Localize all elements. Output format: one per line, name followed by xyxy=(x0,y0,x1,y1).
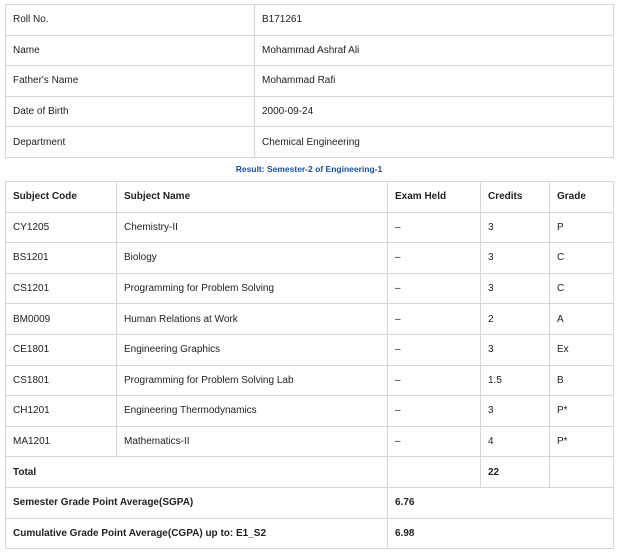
department-value: Chemical Engineering xyxy=(255,127,614,158)
cgpa-label: Cumulative Grade Point Average(CGPA) up to: E1_S2 xyxy=(6,518,388,549)
table-row xyxy=(6,212,614,243)
exam-held: – xyxy=(388,396,481,427)
credits: 3 xyxy=(481,334,550,365)
roll-number-label: Roll No. xyxy=(6,5,255,36)
table-row xyxy=(6,273,614,304)
table-row xyxy=(6,426,614,457)
subject-code: CS1801 xyxy=(6,365,117,396)
grade: C xyxy=(550,273,614,304)
sgpa-value: 6.76 xyxy=(388,487,614,518)
table-row xyxy=(6,396,614,427)
header-subject-code: Subject Code xyxy=(6,182,117,213)
subject-code: CE1801 xyxy=(6,334,117,365)
total-credits: 22 xyxy=(481,457,550,488)
credits: 3 xyxy=(481,243,550,274)
credits: 3 xyxy=(481,212,550,243)
subject-code: CS1201 xyxy=(6,273,117,304)
table-row xyxy=(6,365,614,396)
subject-code: BM0009 xyxy=(6,304,117,335)
credits: 2 xyxy=(481,304,550,335)
subject-name: Human Relations at Work xyxy=(117,304,388,335)
header-exam-held: Exam Held xyxy=(388,182,481,213)
total-grade-blank xyxy=(550,457,614,488)
total-label: Total xyxy=(6,457,388,488)
subject-code: CY1205 xyxy=(6,212,117,243)
subject-code: MA1201 xyxy=(6,426,117,457)
subject-name: Chemistry-II xyxy=(117,212,388,243)
department-row xyxy=(6,127,614,158)
subject-name: Engineering Graphics xyxy=(117,334,388,365)
father-name-value: Mohammad Rafi xyxy=(255,66,614,97)
father-name-label: Father's Name xyxy=(6,66,255,97)
credits: 3 xyxy=(481,273,550,304)
grade: P xyxy=(550,212,614,243)
exam-held: – xyxy=(388,212,481,243)
total-row xyxy=(6,457,614,488)
exam-held: – xyxy=(388,365,481,396)
name-row xyxy=(6,35,614,66)
name-label: Name xyxy=(6,35,255,66)
exam-held: – xyxy=(388,334,481,365)
exam-held: – xyxy=(388,426,481,457)
exam-held: – xyxy=(388,304,481,335)
credits: 3 xyxy=(481,396,550,427)
exam-held: – xyxy=(388,273,481,304)
sgpa-row xyxy=(6,487,614,518)
exam-held: – xyxy=(388,243,481,274)
grades-table xyxy=(5,181,614,549)
cgpa-row xyxy=(6,518,614,549)
subject-name: Programming for Problem Solving xyxy=(117,273,388,304)
roll-number-value: B171261 xyxy=(255,5,614,36)
subject-code: BS1201 xyxy=(6,243,117,274)
table-header-row xyxy=(6,182,614,213)
grade: Ex xyxy=(550,334,614,365)
subject-name: Mathematics-II xyxy=(117,426,388,457)
credits: 4 xyxy=(481,426,550,457)
header-grade: Grade xyxy=(550,182,614,213)
dob-label: Date of Birth xyxy=(6,96,255,127)
table-row xyxy=(6,304,614,335)
name-value: Mohammad Ashraf Ali xyxy=(255,35,614,66)
subject-code: CH1201 xyxy=(6,396,117,427)
subject-name: Engineering Thermodynamics xyxy=(117,396,388,427)
subject-name: Programming for Problem Solving Lab xyxy=(117,365,388,396)
sgpa-label: Semester Grade Point Average(SGPA) xyxy=(6,487,388,518)
roll-number-row xyxy=(6,5,614,36)
table-row xyxy=(6,334,614,365)
department-label: Department xyxy=(6,127,255,158)
dob-value: 2000-09-24 xyxy=(255,96,614,127)
grade: P* xyxy=(550,426,614,457)
header-credits: Credits xyxy=(481,182,550,213)
result-title: Result: Semester-2 of Engineering-1 xyxy=(235,164,383,174)
total-exam-blank xyxy=(388,457,481,488)
student-info-table xyxy=(5,4,614,158)
table-row xyxy=(6,243,614,274)
credits: 1.5 xyxy=(481,365,550,396)
father-name-row xyxy=(6,66,614,97)
dob-row xyxy=(6,96,614,127)
cgpa-value: 6.98 xyxy=(388,518,614,549)
grade: B xyxy=(550,365,614,396)
grade: C xyxy=(550,243,614,274)
grade: A xyxy=(550,304,614,335)
subject-name: Biology xyxy=(117,243,388,274)
grade: P* xyxy=(550,396,614,427)
header-subject-name: Subject Name xyxy=(117,182,388,213)
